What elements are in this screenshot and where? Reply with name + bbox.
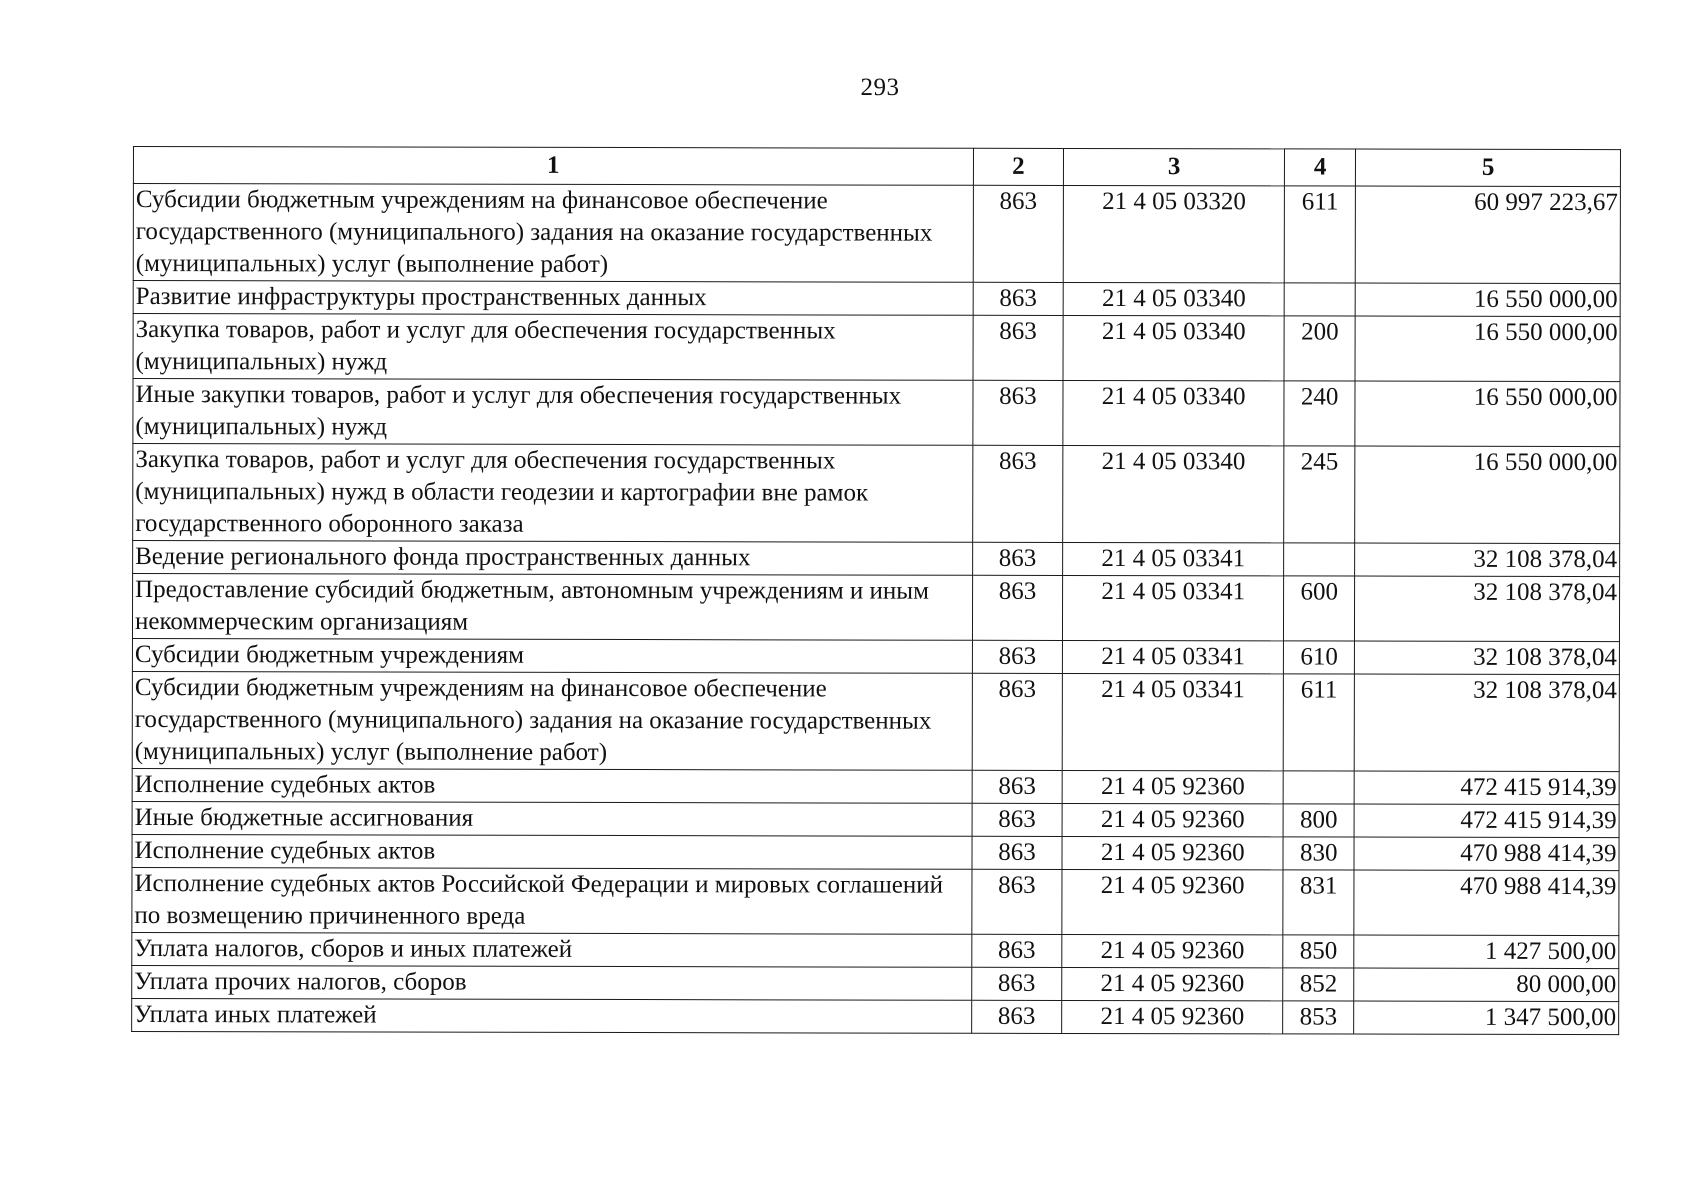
row-expense-type: 240 [1284, 381, 1356, 446]
table-row [133, 541, 1620, 577]
row-expense-type: 852 [1283, 968, 1355, 1001]
row-name: Ведение регионального фонда пространственных данных [133, 541, 973, 576]
row-name: Уплата иных платежей [132, 998, 972, 1033]
row-target-article: 21 4 05 03341 [1063, 673, 1284, 770]
row-amount: 470 988 414,39 [1354, 870, 1619, 936]
row-target-article: 21 4 05 03340 [1063, 380, 1284, 445]
row-name: Закупка товаров, работ и услуг для обеспечения государственных (муниципальных) нужд в области геодезии и картографии вне рамок государственного оборонного заказа [133, 444, 973, 543]
row-expense-type: 200 [1284, 316, 1356, 381]
row-expense-type: 245 [1284, 446, 1356, 543]
budget-table [131, 146, 1621, 1035]
row-name: Исполнение судебных актов Российской Федерации и мировых соглашений по возмещению причиненного вреда [132, 867, 972, 934]
row-name: Предоставление субсидий бюджетным, автономным учреждениям и иным некоммерческим организациям [132, 574, 972, 641]
table-row [133, 444, 1620, 544]
row-amount: 16 550 000,00 [1355, 446, 1620, 544]
row-ministry-code: 863 [972, 575, 1063, 640]
row-ministry-code: 863 [971, 836, 1062, 869]
row-target-article: 21 4 05 03341 [1063, 575, 1284, 640]
row-name: Закупка товаров, работ и услуг для обеспечения государственных (муниципальных) нужд [133, 314, 973, 381]
row-amount: 470 988 414,39 [1354, 837, 1619, 871]
row-target-article: 21 4 05 92360 [1062, 803, 1283, 836]
table-row [132, 574, 1619, 642]
row-target-article: 21 4 05 92360 [1062, 967, 1283, 1000]
row-target-article: 21 4 05 03340 [1064, 282, 1285, 315]
row-amount: 16 550 000,00 [1355, 381, 1620, 447]
row-target-article: 21 4 05 92360 [1062, 1000, 1283, 1033]
row-expense-type [1283, 771, 1355, 804]
row-target-article: 21 4 05 03340 [1063, 315, 1284, 380]
table-header-row [133, 147, 1620, 187]
row-name: Иные бюджетные ассигнования [132, 801, 972, 836]
row-expense-type [1284, 283, 1356, 316]
row-ministry-code: 863 [971, 934, 1062, 967]
header-col-4: 4 [1284, 149, 1356, 186]
row-expense-type: 611 [1283, 674, 1355, 771]
page-number: 293 [860, 74, 900, 101]
table-row [133, 184, 1620, 284]
row-ministry-code: 863 [972, 445, 1063, 542]
row-amount: 1 347 500,00 [1354, 1001, 1619, 1035]
row-name: Субсидии бюджетным учреждениям на финансовое обеспечение государственного (муниципального) задания на оказание государственных (муниципальных) услуг (выполнение работ) [132, 671, 972, 770]
row-expense-type: 830 [1283, 837, 1355, 870]
row-ministry-code: 863 [972, 803, 1063, 836]
row-expense-type: 611 [1284, 186, 1356, 283]
row-amount: 60 997 223,67 [1356, 186, 1621, 284]
table-row [132, 998, 1619, 1034]
table-row [132, 801, 1619, 837]
row-amount: 16 550 000,00 [1355, 316, 1620, 382]
row-amount: 472 415 914,39 [1355, 804, 1620, 838]
row-expense-type: 853 [1283, 1001, 1355, 1034]
row-name: Исполнение судебных актов [132, 768, 972, 803]
row-ministry-code: 863 [971, 1000, 1062, 1033]
row-target-article: 21 4 05 03320 [1064, 185, 1285, 282]
table-row [132, 932, 1619, 968]
table-row [133, 281, 1620, 317]
table-row [132, 638, 1619, 674]
row-expense-type: 600 [1283, 576, 1355, 641]
row-name: Уплата прочих налогов, сборов [132, 965, 972, 1000]
row-target-article: 21 4 05 03340 [1063, 445, 1284, 542]
table-row [133, 314, 1620, 382]
row-amount: 32 108 378,04 [1355, 576, 1620, 642]
row-name: Субсидии бюджетным учреждениям на финансовое обеспечение государственного (муниципального) задания на оказание государственных (муниципальных) услуг (выполнение работ) [133, 184, 973, 283]
row-ministry-code: 863 [972, 673, 1063, 770]
header-col-5: 5 [1356, 149, 1621, 187]
table-row [132, 671, 1619, 771]
row-expense-type [1284, 543, 1356, 576]
row-expense-type: 831 [1283, 870, 1355, 935]
row-name: Исполнение судебных актов [132, 834, 972, 869]
header-col-3: 3 [1064, 148, 1285, 185]
row-name: Субсидии бюджетным учреждениям [132, 638, 972, 673]
row-target-article: 21 4 05 03341 [1063, 640, 1284, 673]
row-expense-type: 850 [1283, 935, 1355, 968]
row-ministry-code: 863 [972, 380, 1063, 445]
row-target-article: 21 4 05 92360 [1062, 869, 1283, 934]
row-amount: 32 108 378,04 [1355, 674, 1620, 772]
row-amount: 16 550 000,00 [1356, 283, 1621, 317]
row-amount: 80 000,00 [1354, 968, 1619, 1002]
table-row [133, 379, 1620, 447]
row-ministry-code: 863 [972, 542, 1063, 575]
row-ministry-code: 863 [973, 185, 1064, 282]
row-ministry-code: 863 [973, 315, 1064, 380]
table-row [132, 965, 1619, 1001]
row-target-article: 21 4 05 92360 [1062, 836, 1283, 869]
row-expense-type: 610 [1283, 641, 1355, 674]
row-name: Развитие инфраструктуры пространственных данных [133, 281, 973, 316]
row-ministry-code: 863 [972, 770, 1063, 803]
row-name: Иные закупки товаров, работ и услуг для обеспечения государственных (муниципальных) нужд [133, 379, 973, 446]
table-row [132, 768, 1619, 804]
row-ministry-code: 863 [971, 967, 1062, 1000]
row-name: Уплата налогов, сборов и иных платежей [132, 932, 972, 967]
table-row [132, 834, 1619, 870]
row-target-article: 21 4 05 03341 [1063, 542, 1284, 575]
row-target-article: 21 4 05 92360 [1063, 770, 1284, 803]
header-col-1: 1 [133, 147, 973, 186]
row-amount: 472 415 914,39 [1355, 771, 1620, 805]
row-ministry-code: 863 [972, 640, 1063, 673]
row-target-article: 21 4 05 92360 [1062, 934, 1283, 967]
row-amount: 32 108 378,04 [1355, 543, 1620, 577]
row-ministry-code: 863 [971, 869, 1062, 934]
row-ministry-code: 863 [973, 282, 1064, 315]
table-row [132, 867, 1619, 935]
row-expense-type: 800 [1283, 804, 1355, 837]
row-amount: 32 108 378,04 [1355, 641, 1620, 675]
header-col-2: 2 [973, 148, 1064, 185]
row-amount: 1 427 500,00 [1354, 935, 1619, 969]
